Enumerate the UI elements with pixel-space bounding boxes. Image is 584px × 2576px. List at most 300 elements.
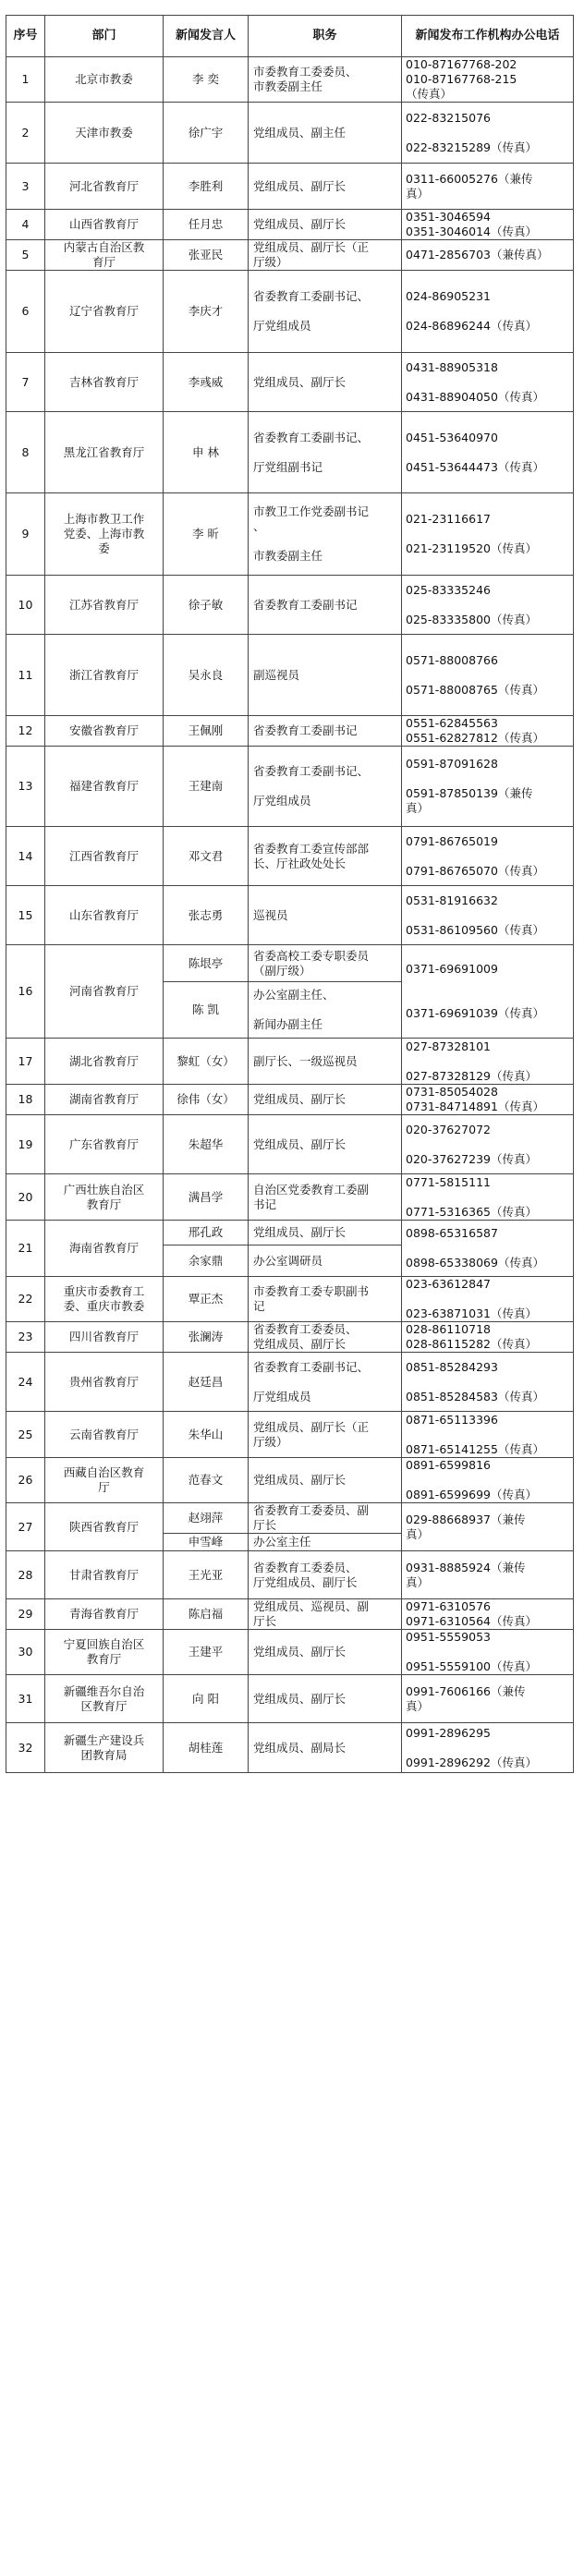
- office-phone: [402, 1277, 574, 1322]
- row-number: [6, 1458, 45, 1503]
- position-line: 党组成员、副厅长: [253, 1691, 347, 1706]
- office-phone: [402, 240, 574, 271]
- department-line: 四川省教育厅: [68, 1330, 139, 1343]
- table-row: [6, 353, 574, 412]
- row-number-text: 9: [21, 527, 30, 541]
- department-line: 甘肃省教育厅: [68, 1567, 139, 1582]
- office-phone-line: 0371-69691009: [406, 962, 498, 976]
- position: [249, 493, 402, 576]
- department-line: 贵州省教育厅: [68, 1374, 139, 1389]
- table-row: [6, 1322, 574, 1353]
- position-line: 党组成员、副局长: [253, 1740, 347, 1755]
- department-line: 新疆维吾尔自治: [63, 1683, 145, 1698]
- office-phone-line: 0531-81916632: [406, 893, 498, 907]
- spokesperson-name: 陈启福: [164, 1599, 249, 1630]
- position-line: 省委教育工委副书记: [253, 597, 358, 612]
- office-phone: [402, 493, 574, 576]
- office-phone-line: 027-87328101: [406, 1039, 491, 1053]
- table-row: [6, 1039, 574, 1085]
- position-line: 党组成员、副厅长: [253, 1645, 347, 1659]
- department-line: 江西省教育厅: [68, 848, 139, 863]
- department: [45, 164, 164, 210]
- department: [45, 1221, 164, 1277]
- row-number-text: 13: [18, 779, 33, 793]
- position: [249, 240, 402, 271]
- department-line: 宁夏回族自治区: [63, 1637, 145, 1651]
- row-number-text: 21: [18, 1241, 33, 1255]
- table-row: [6, 103, 574, 164]
- position-line: 厅级）: [253, 1434, 288, 1449]
- office-phone: [402, 164, 574, 210]
- table-row: [6, 1174, 574, 1221]
- row-number-text: 16: [18, 984, 33, 998]
- row-number-text: 19: [18, 1136, 33, 1151]
- department: [45, 271, 164, 353]
- office-phone: [402, 747, 574, 827]
- position-line: [253, 779, 398, 794]
- spokesperson-name: 李庆才: [164, 271, 249, 353]
- position-line: 党组成员、副厅长: [253, 217, 347, 231]
- position: [249, 747, 402, 827]
- department: [45, 1630, 164, 1675]
- office-phone-line: 0431-88904050（传真）: [406, 389, 544, 404]
- office-phone-line: [406, 527, 570, 541]
- office-phone: [402, 1322, 574, 1353]
- row-number-text: 5: [21, 248, 30, 261]
- row-number: [6, 716, 45, 747]
- office-phone-line: 0871-65113396: [406, 1412, 498, 1427]
- department-line: 西藏自治区教育: [63, 1465, 145, 1479]
- office-phone-line: 0851-85284583（传真）: [406, 1389, 544, 1403]
- office-phone-line: 0731-84714891（传真）: [406, 1100, 544, 1113]
- office-phone-line: [406, 1137, 570, 1152]
- row-number: [6, 271, 45, 353]
- office-phone-line: [406, 1741, 570, 1756]
- department-line: 委、重庆市教委: [63, 1299, 145, 1313]
- row-number: [6, 164, 45, 210]
- row-number: [6, 635, 45, 716]
- table-row: [6, 57, 574, 103]
- department-line: 山西省教育厅: [68, 217, 139, 231]
- table-row: [6, 271, 574, 353]
- department: [45, 1412, 164, 1458]
- position: [249, 1221, 402, 1245]
- spokesperson-name: 王建南: [164, 747, 249, 827]
- spokesperson-name: 赵翊萍: [164, 1503, 249, 1534]
- spokesperson-name: 申 林: [164, 412, 249, 493]
- department-line: 广东省教育厅: [68, 1136, 139, 1151]
- table-row: [6, 945, 574, 982]
- office-phone: [402, 1503, 574, 1551]
- position-line: （副厅级）: [253, 963, 311, 978]
- department: [45, 493, 164, 576]
- position: [249, 635, 402, 716]
- position: [249, 412, 402, 493]
- office-phone-line: 0571-88008766: [406, 652, 498, 667]
- position-line: 省委教育工委副书记、: [253, 1359, 370, 1374]
- office-phone-line: 0451-53640970: [406, 430, 498, 444]
- office-phone-line: （传真）: [406, 87, 453, 101]
- office-phone-line: 027-87328129（传真）: [406, 1068, 537, 1083]
- position-line: 办公室调研员: [253, 1253, 323, 1268]
- office-phone-line: [406, 991, 570, 1006]
- department-line: 上海市教卫工作: [63, 512, 145, 526]
- row-number: [6, 353, 45, 412]
- table-row: [6, 1723, 574, 1773]
- position: [249, 1353, 402, 1412]
- position: [249, 945, 402, 982]
- office-phone: [402, 886, 574, 945]
- office-phone-line: 0431-88905318: [406, 359, 498, 374]
- office-phone-line: 真）: [406, 186, 430, 200]
- office-phone-line: [406, 668, 570, 683]
- row-number: [6, 1723, 45, 1773]
- row-number: [6, 493, 45, 576]
- position: [249, 271, 402, 353]
- position-line: 党组成员、副主任: [253, 125, 347, 140]
- position: [249, 1723, 402, 1773]
- department: [45, 1675, 164, 1723]
- spokesperson-name: 王光亚: [164, 1551, 249, 1599]
- department: [45, 1723, 164, 1773]
- department: [45, 576, 164, 635]
- position-line: [253, 1375, 398, 1390]
- office-phone-line: 0951-5559100（传真）: [406, 1659, 537, 1673]
- spokesperson-name: 王佩刚: [164, 716, 249, 747]
- office-phone-line: 0931-8885924（兼传: [406, 1560, 526, 1574]
- office-phone-line: 023-63612847: [406, 1277, 491, 1291]
- row-number-text: 3: [21, 178, 30, 193]
- department: [45, 635, 164, 716]
- office-phone-line: [406, 445, 570, 460]
- header-cell: 职务: [249, 16, 402, 57]
- spokesperson-table: [6, 15, 574, 1773]
- office-phone: [402, 1723, 574, 1773]
- spokesperson-name: 徐子敏: [164, 576, 249, 635]
- position-line: 党组成员、副厅长: [253, 1337, 347, 1351]
- position: [249, 1412, 402, 1458]
- office-phone: [402, 576, 574, 635]
- department: [45, 886, 164, 945]
- office-phone: [402, 1675, 574, 1723]
- department: [45, 1115, 164, 1174]
- spokesperson-name: 徐伟（女）: [164, 1085, 249, 1115]
- office-phone-line: [406, 1473, 570, 1488]
- table-row: [6, 1630, 574, 1675]
- office-phone-line: 0991-7606166（兼传: [406, 1683, 526, 1698]
- office-phone-line: 0591-87850139（兼传: [406, 786, 533, 800]
- row-number: [6, 103, 45, 164]
- row-number: [6, 1412, 45, 1458]
- table-row: [6, 210, 574, 240]
- office-phone-line: 0791-86765070（传真）: [406, 863, 544, 878]
- department-line: 吉林省教育厅: [68, 374, 139, 389]
- table-row: [6, 1458, 574, 1503]
- department: [45, 412, 164, 493]
- position-line: 省委教育工委副书记、: [253, 764, 370, 778]
- spokesperson-name: 覃正杰: [164, 1277, 249, 1322]
- position-line: 党组成员、副厅长: [253, 1225, 347, 1239]
- department: [45, 716, 164, 747]
- position-line: 市教委副主任: [253, 549, 323, 563]
- position: [249, 57, 402, 103]
- office-phone-line: 028-86115282（传真）: [406, 1337, 537, 1351]
- position: [249, 886, 402, 945]
- office-phone-line: 021-23116617: [406, 512, 491, 526]
- office-phone: [402, 1174, 574, 1221]
- position-line: 、: [253, 519, 265, 533]
- department-line: 湖南省教育厅: [68, 1092, 139, 1106]
- office-phone-line: [406, 772, 570, 786]
- row-number: [6, 1221, 45, 1277]
- department-line: 广西壮族自治区: [63, 1182, 145, 1197]
- row-number: [6, 1551, 45, 1599]
- office-phone-line: [406, 126, 570, 140]
- office-phone-line: 真）: [406, 1574, 430, 1589]
- spokesperson-name: 陈垠亭: [164, 945, 249, 982]
- row-number-text: 6: [21, 304, 30, 318]
- office-phone-line: 022-83215076: [406, 110, 491, 125]
- position: [249, 1277, 402, 1322]
- position-line: 厅党组成员: [253, 1389, 311, 1403]
- office-phone: [402, 1412, 574, 1458]
- row-number-text: 1: [21, 72, 30, 86]
- table-row: [6, 886, 574, 945]
- department: [45, 103, 164, 164]
- row-number-text: 8: [21, 444, 30, 459]
- office-phone-line: [406, 1428, 570, 1442]
- row-number: [6, 1630, 45, 1675]
- department-line: 辽宁省教育厅: [68, 304, 139, 318]
- position-line: 党组成员、巡视员、副: [253, 1599, 370, 1613]
- header-row: [6, 16, 574, 57]
- office-phone-line: 0791-86765019: [406, 833, 498, 848]
- position-line: 厅长: [253, 1518, 277, 1532]
- spokesperson-name: 张志勇: [164, 886, 249, 945]
- position: [249, 103, 402, 164]
- department-line: 教育厅: [86, 1652, 122, 1666]
- spokesperson-name: 李 奕: [164, 57, 249, 103]
- table-row: [6, 240, 574, 271]
- spokesperson-name: 王建平: [164, 1630, 249, 1675]
- department: [45, 1551, 164, 1599]
- spokesperson-name: 余家鼎: [164, 1245, 249, 1277]
- position-line: 办公室主任: [253, 1535, 311, 1549]
- office-phone-line: 0451-53644473（传真）: [406, 459, 544, 474]
- position-line: 省委教育工委副书记、: [253, 289, 370, 303]
- office-phone-line: 021-23119520（传真）: [406, 541, 537, 555]
- spokesperson-name: 邓文君: [164, 827, 249, 886]
- department-line: 山东省教育厅: [68, 907, 139, 922]
- spokesperson-name: 朱超华: [164, 1115, 249, 1174]
- department: [45, 240, 164, 271]
- office-phone-line: [406, 598, 570, 613]
- position-line: 市委教育工委委员、: [253, 65, 358, 79]
- office-phone-line: 真）: [406, 1526, 430, 1541]
- spokesperson-name: 满昌学: [164, 1174, 249, 1221]
- table-row: [6, 493, 574, 576]
- department: [45, 1458, 164, 1503]
- position-line: 副厅长、一级巡视员: [253, 1053, 358, 1068]
- row-number: [6, 1085, 45, 1115]
- office-phone-line: 0971-6310576: [406, 1599, 491, 1613]
- row-number: [6, 1115, 45, 1174]
- position-line: 厅党组副书记: [253, 459, 323, 474]
- office-phone-line: 真）: [406, 1698, 430, 1713]
- department-line: 育厅: [91, 255, 116, 269]
- header-cell: 新闻发言人: [164, 16, 249, 57]
- department-line: 党委、上海市教: [63, 527, 145, 541]
- row-number-text: 20: [18, 1189, 33, 1204]
- position: [249, 1115, 402, 1174]
- office-phone-line: 028-86110718: [406, 1322, 491, 1336]
- department: [45, 1322, 164, 1353]
- office-phone-line: [406, 1190, 570, 1205]
- row-number-text: 32: [18, 1740, 33, 1755]
- row-number: [6, 1322, 45, 1353]
- office-phone: [402, 827, 574, 886]
- office-phone: [402, 1353, 574, 1412]
- office-phone-line: [406, 1645, 570, 1659]
- row-number-text: 24: [18, 1374, 33, 1389]
- position-line: 省委教育工委委员、: [253, 1322, 358, 1336]
- header-cell: 新闻发布工作机构办公电话: [402, 16, 574, 57]
- office-phone-line: 0898-65316587: [406, 1226, 498, 1240]
- row-number-text: 7: [21, 374, 30, 389]
- office-phone-line: 0551-62827812（传真）: [406, 731, 544, 745]
- position-line: [253, 304, 398, 319]
- position-line: 省委教育工委委员、: [253, 1560, 358, 1574]
- table-row: [6, 827, 574, 886]
- department: [45, 1174, 164, 1221]
- department-line: 教育厅: [86, 1197, 122, 1211]
- row-number: [6, 747, 45, 827]
- department-line: 天津市教委: [75, 125, 133, 140]
- office-phone: [402, 103, 574, 164]
- department-line: 陕西省教育厅: [68, 1519, 139, 1534]
- spokesperson-name: 吴永良: [164, 635, 249, 716]
- row-number-text: 30: [18, 1645, 33, 1659]
- row-number-text: 2: [21, 125, 30, 140]
- office-phone-line: 024-86896244（传真）: [406, 319, 537, 333]
- department-line: 团教育局: [80, 1747, 128, 1762]
- office-phone: [402, 1039, 574, 1085]
- row-number-text: 28: [18, 1567, 33, 1582]
- department-line: 江苏省教育厅: [68, 597, 139, 612]
- office-phone-line: [406, 977, 570, 991]
- spokesperson-name: 张澜涛: [164, 1322, 249, 1353]
- position: [249, 1599, 402, 1630]
- row-number: [6, 1503, 45, 1551]
- spokesperson-name: 徐广宇: [164, 103, 249, 164]
- office-phone: [402, 412, 574, 493]
- position-line: 党组成员、副厅长: [253, 1473, 347, 1487]
- position: [249, 1039, 402, 1085]
- position-line: 厅长: [253, 1614, 277, 1628]
- row-number: [6, 1174, 45, 1221]
- department: [45, 57, 164, 103]
- position-line: 党组成员、副厅长: [253, 1092, 347, 1106]
- office-phone: [402, 1221, 574, 1277]
- spokesperson-name: 陈 凯: [164, 982, 249, 1039]
- position-line: 自治区党委教育工委副: [253, 1182, 370, 1197]
- department: [45, 353, 164, 412]
- position-line: 长、厅社政处处长: [253, 856, 347, 870]
- row-number-text: 10: [18, 597, 33, 612]
- office-phone-line: [406, 1375, 570, 1390]
- department-line: 北京市教委: [75, 72, 133, 86]
- office-phone: [402, 210, 574, 240]
- position-line: 书记: [253, 1197, 277, 1211]
- position-line: 省委教育工委宣传部部: [253, 841, 370, 856]
- position: [249, 576, 402, 635]
- spokesperson-name: 邢孔政: [164, 1221, 249, 1245]
- position-line: 市教委副主任: [253, 79, 323, 93]
- position-line: 厅党组成员: [253, 319, 311, 333]
- office-phone: [402, 1599, 574, 1630]
- department: [45, 1039, 164, 1085]
- row-number-text: 29: [18, 1607, 33, 1621]
- position-line: [253, 1002, 398, 1017]
- table-row: [6, 1503, 574, 1534]
- position-line: 厅党组成员: [253, 794, 311, 808]
- table-row: [6, 1277, 574, 1322]
- spokesperson-name: 李胜利: [164, 164, 249, 210]
- department-line: 委: [98, 541, 110, 555]
- spokesperson-name: 向 阳: [164, 1675, 249, 1723]
- position-line: 副巡视员: [253, 667, 300, 682]
- row-number-text: 22: [18, 1292, 33, 1306]
- department-line: 河北省教育厅: [68, 178, 139, 193]
- table-row: [6, 1599, 574, 1630]
- department-line: 重庆市委教育工: [63, 1284, 145, 1298]
- office-phone: [402, 635, 574, 716]
- department: [45, 1085, 164, 1115]
- office-phone-line: [406, 1241, 570, 1256]
- position: [249, 1675, 402, 1723]
- header-cell: 序号: [6, 16, 45, 57]
- position-line: 省委教育工委副书记: [253, 723, 358, 737]
- table-row: [6, 412, 574, 493]
- office-phone-line: 0898-65338069（传真）: [406, 1256, 544, 1270]
- row-number-text: 11: [18, 667, 33, 682]
- department-line: 云南省教育厅: [68, 1427, 139, 1441]
- office-phone-line: [406, 304, 570, 319]
- department: [45, 1353, 164, 1412]
- spokesperson-name: 胡桂莲: [164, 1723, 249, 1773]
- office-phone-line: 029-88668937（兼传: [406, 1512, 526, 1526]
- position: [249, 1630, 402, 1675]
- office-phone-line: [406, 908, 570, 923]
- office-phone-line: 025-83335800（传真）: [406, 612, 537, 626]
- office-phone-line: 0371-69691039（传真）: [406, 1006, 544, 1020]
- row-number-text: 27: [18, 1519, 33, 1534]
- position-line: 市委教育工委专职副书: [253, 1284, 370, 1298]
- row-number-text: 14: [18, 848, 33, 863]
- department: [45, 827, 164, 886]
- position-line: 省委教育工委委员、副: [253, 1503, 370, 1517]
- office-phone-line: 0551-62845563: [406, 716, 498, 730]
- department-line: 湖北省教育厅: [68, 1053, 139, 1068]
- department-line: 浙江省教育厅: [68, 667, 139, 682]
- row-number: [6, 1277, 45, 1322]
- row-number-text: 26: [18, 1473, 33, 1487]
- office-phone-line: 0531-86109560（传真）: [406, 922, 544, 937]
- row-number-text: 17: [18, 1053, 33, 1068]
- position-line: 厅党组成员、副厅长: [253, 1574, 358, 1589]
- department: [45, 1277, 164, 1322]
- department: [45, 945, 164, 1039]
